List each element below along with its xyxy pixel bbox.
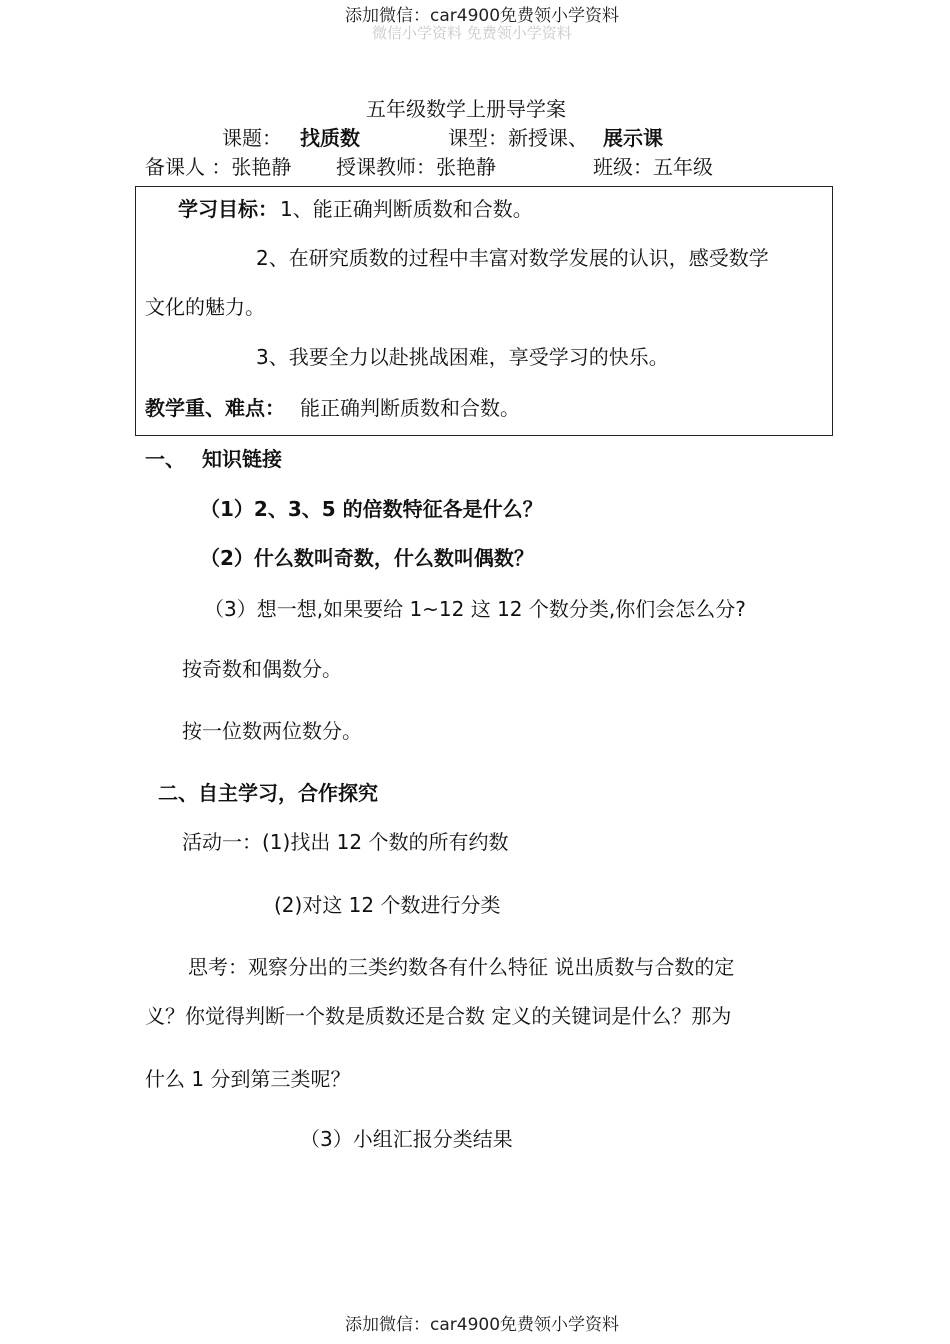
goal-2-line-2: 文化的魅力。 <box>145 295 265 319</box>
class-label: 班级：五年级 <box>593 155 713 179</box>
question-3: （3）想一想,如果要给 1~12 这 12 个数分类,你们会怎么分? <box>204 597 746 621</box>
lesson-type-value: 展示课 <box>603 126 663 150</box>
goal-1: 1、能正确判断质数和合数。 <box>280 197 533 221</box>
think-line-1: 思考：观察分出的三类约数各有什么特征 说出质数与合数的定 <box>188 955 735 979</box>
question-2: （2）什么数叫奇数，什么数叫偶数？ <box>200 546 534 570</box>
answer-1: 按奇数和偶数分。 <box>182 657 342 681</box>
keypoints-text: 能正确判断质数和合数。 <box>300 396 520 420</box>
activity-3: （3）小组汇报分类结果 <box>300 1127 513 1151</box>
section1-number: 一、 <box>145 447 185 471</box>
question-1: （1）2、3、5 的倍数特征各是什么？ <box>200 497 543 521</box>
activity-1: 活动一：(1)找出 12 个数的所有约数 <box>182 830 509 854</box>
preparer-label: 备课人 ：张艳静 <box>145 155 292 179</box>
section1-heading: 知识链接 <box>202 447 282 471</box>
topic-value: 找质数 <box>300 126 360 150</box>
goal-3: 3、我要全力以赴挑战困难，享受学习的快乐。 <box>256 345 669 369</box>
keypoints-label: 教学重、难点： <box>145 396 285 420</box>
think-line-2: 义？你觉得判断一个数是质数还是合数 定义的关键词是什么？那为 <box>145 1004 732 1028</box>
ghost-watermark: 微信小学资料 免费领小学资料 <box>372 24 572 42</box>
topic-label: 课题： <box>222 126 282 150</box>
watermark-bottom: 添加微信：car4900免费领小学资料 <box>345 1315 620 1335</box>
think-line-3: 什么 1 分到第三类呢？ <box>145 1067 351 1091</box>
section2-heading: 二、自主学习，合作探究 <box>158 781 378 805</box>
watermark-top: 添加微信：car4900免费领小学资料 <box>345 6 620 26</box>
activity-2: (2)对这 12 个数进行分类 <box>274 893 501 917</box>
lesson-type-label: 课型：新授课、 <box>448 126 588 150</box>
teacher-label: 授课教师：张艳静 <box>336 155 496 179</box>
goals-label: 学习目标： <box>178 197 278 221</box>
page-title: 五年级数学上册导学案 <box>366 97 566 121</box>
answer-2: 按一位数两位数分。 <box>182 719 362 743</box>
goal-2-line-1: 2、在研究质数的过程中丰富对数学发展的认识，感受数学 <box>256 246 769 270</box>
